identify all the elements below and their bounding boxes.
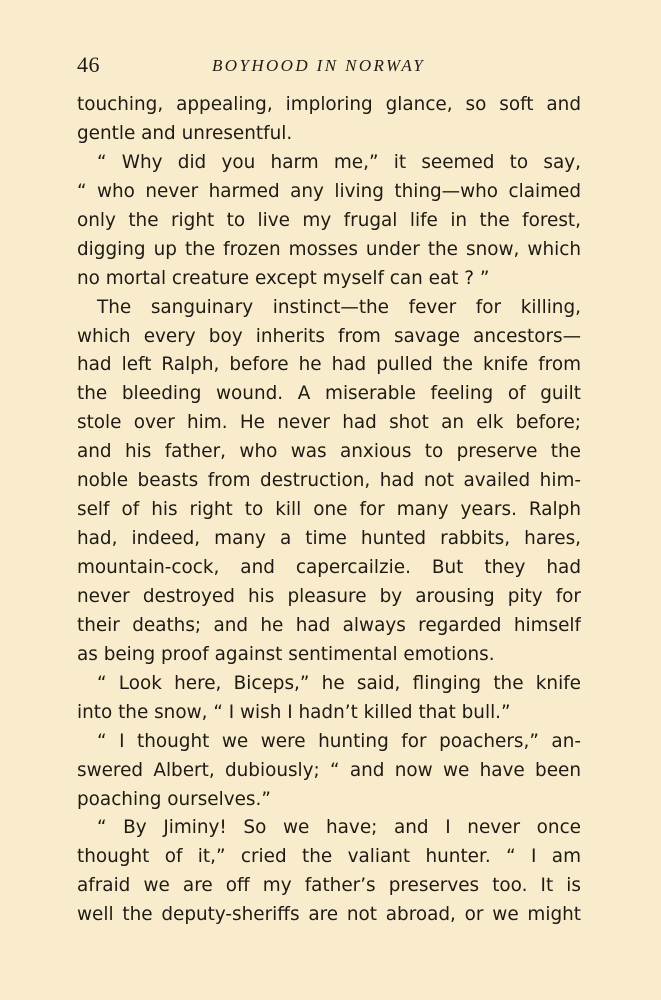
text-line: touching, appealing, imploring glance, so soft and [77, 94, 581, 115]
text-line: gentle and unresentful. [77, 122, 293, 144]
text-line: as being proof against sentimental emotions. [77, 643, 495, 665]
text-line: which every boy inherits from savage ancestors— [77, 325, 581, 347]
page-header [77, 50, 583, 80]
text-line: The sanguinary instinct—the fever for killing, [97, 296, 581, 318]
text-line: no mortal creature except myself can eat ? ” [77, 267, 490, 289]
text-line: only the right to live my frugal life in the forest, [77, 209, 581, 231]
text-line: “ who never harmed any living thing—who claimed [77, 180, 581, 202]
body-text [77, 91, 581, 930]
text-line: and his father, who was anxious to preserve the [77, 441, 581, 463]
text-line: digging up the frozen mosses under the snow, which [77, 238, 581, 260]
text-line: afraid we are off my father’s preserves too. It is [77, 875, 581, 897]
text-line: “ Look here, Biceps,” he said, flinging the knife [97, 672, 581, 694]
page-number: 46 [77, 52, 100, 77]
text-line: poaching ourselves.” [77, 788, 271, 810]
text-line: “ By Jiminy! So we have; and I never once [97, 817, 581, 839]
text-line: stole over him. He never had shot an elk before; [77, 412, 581, 434]
text-line: mountain-cock, and capercailzie. But they had [77, 557, 581, 578]
text-line: “ I thought we were hunting for poachers,” an- [97, 730, 581, 752]
text-line: “ Why did you harm me,” it seemed to say, [97, 151, 581, 173]
text-line: had left Ralph, before he had pulled the knife from [77, 354, 581, 376]
text-line: into the snow, “ I wish I hadn’t killed that bull.” [77, 701, 511, 723]
text-line: had, indeed, many a time hunted rabbits, hares, [77, 528, 581, 550]
text-line: their deaths; and he had always regarded himself [77, 614, 581, 636]
text-line: well the deputy-sheriffs are not abroad, or we might [77, 904, 581, 926]
text-line: swered Albert, dubiously; “ and now we have been [77, 759, 581, 781]
text-line: noble beasts from destruction, had not availed him- [77, 470, 581, 492]
text-line: never destroyed his pleasure by arousing pity for [77, 585, 581, 607]
text-line: the bleeding wound. A miserable feeling of guilt [77, 383, 581, 405]
text-line: self of his right to kill one for many years. Ralph [77, 499, 581, 521]
text-line: thought of it,” cried the valiant hunter. “ I am [77, 846, 581, 868]
running-title: BOYHOOD IN NORWAY [212, 56, 426, 75]
